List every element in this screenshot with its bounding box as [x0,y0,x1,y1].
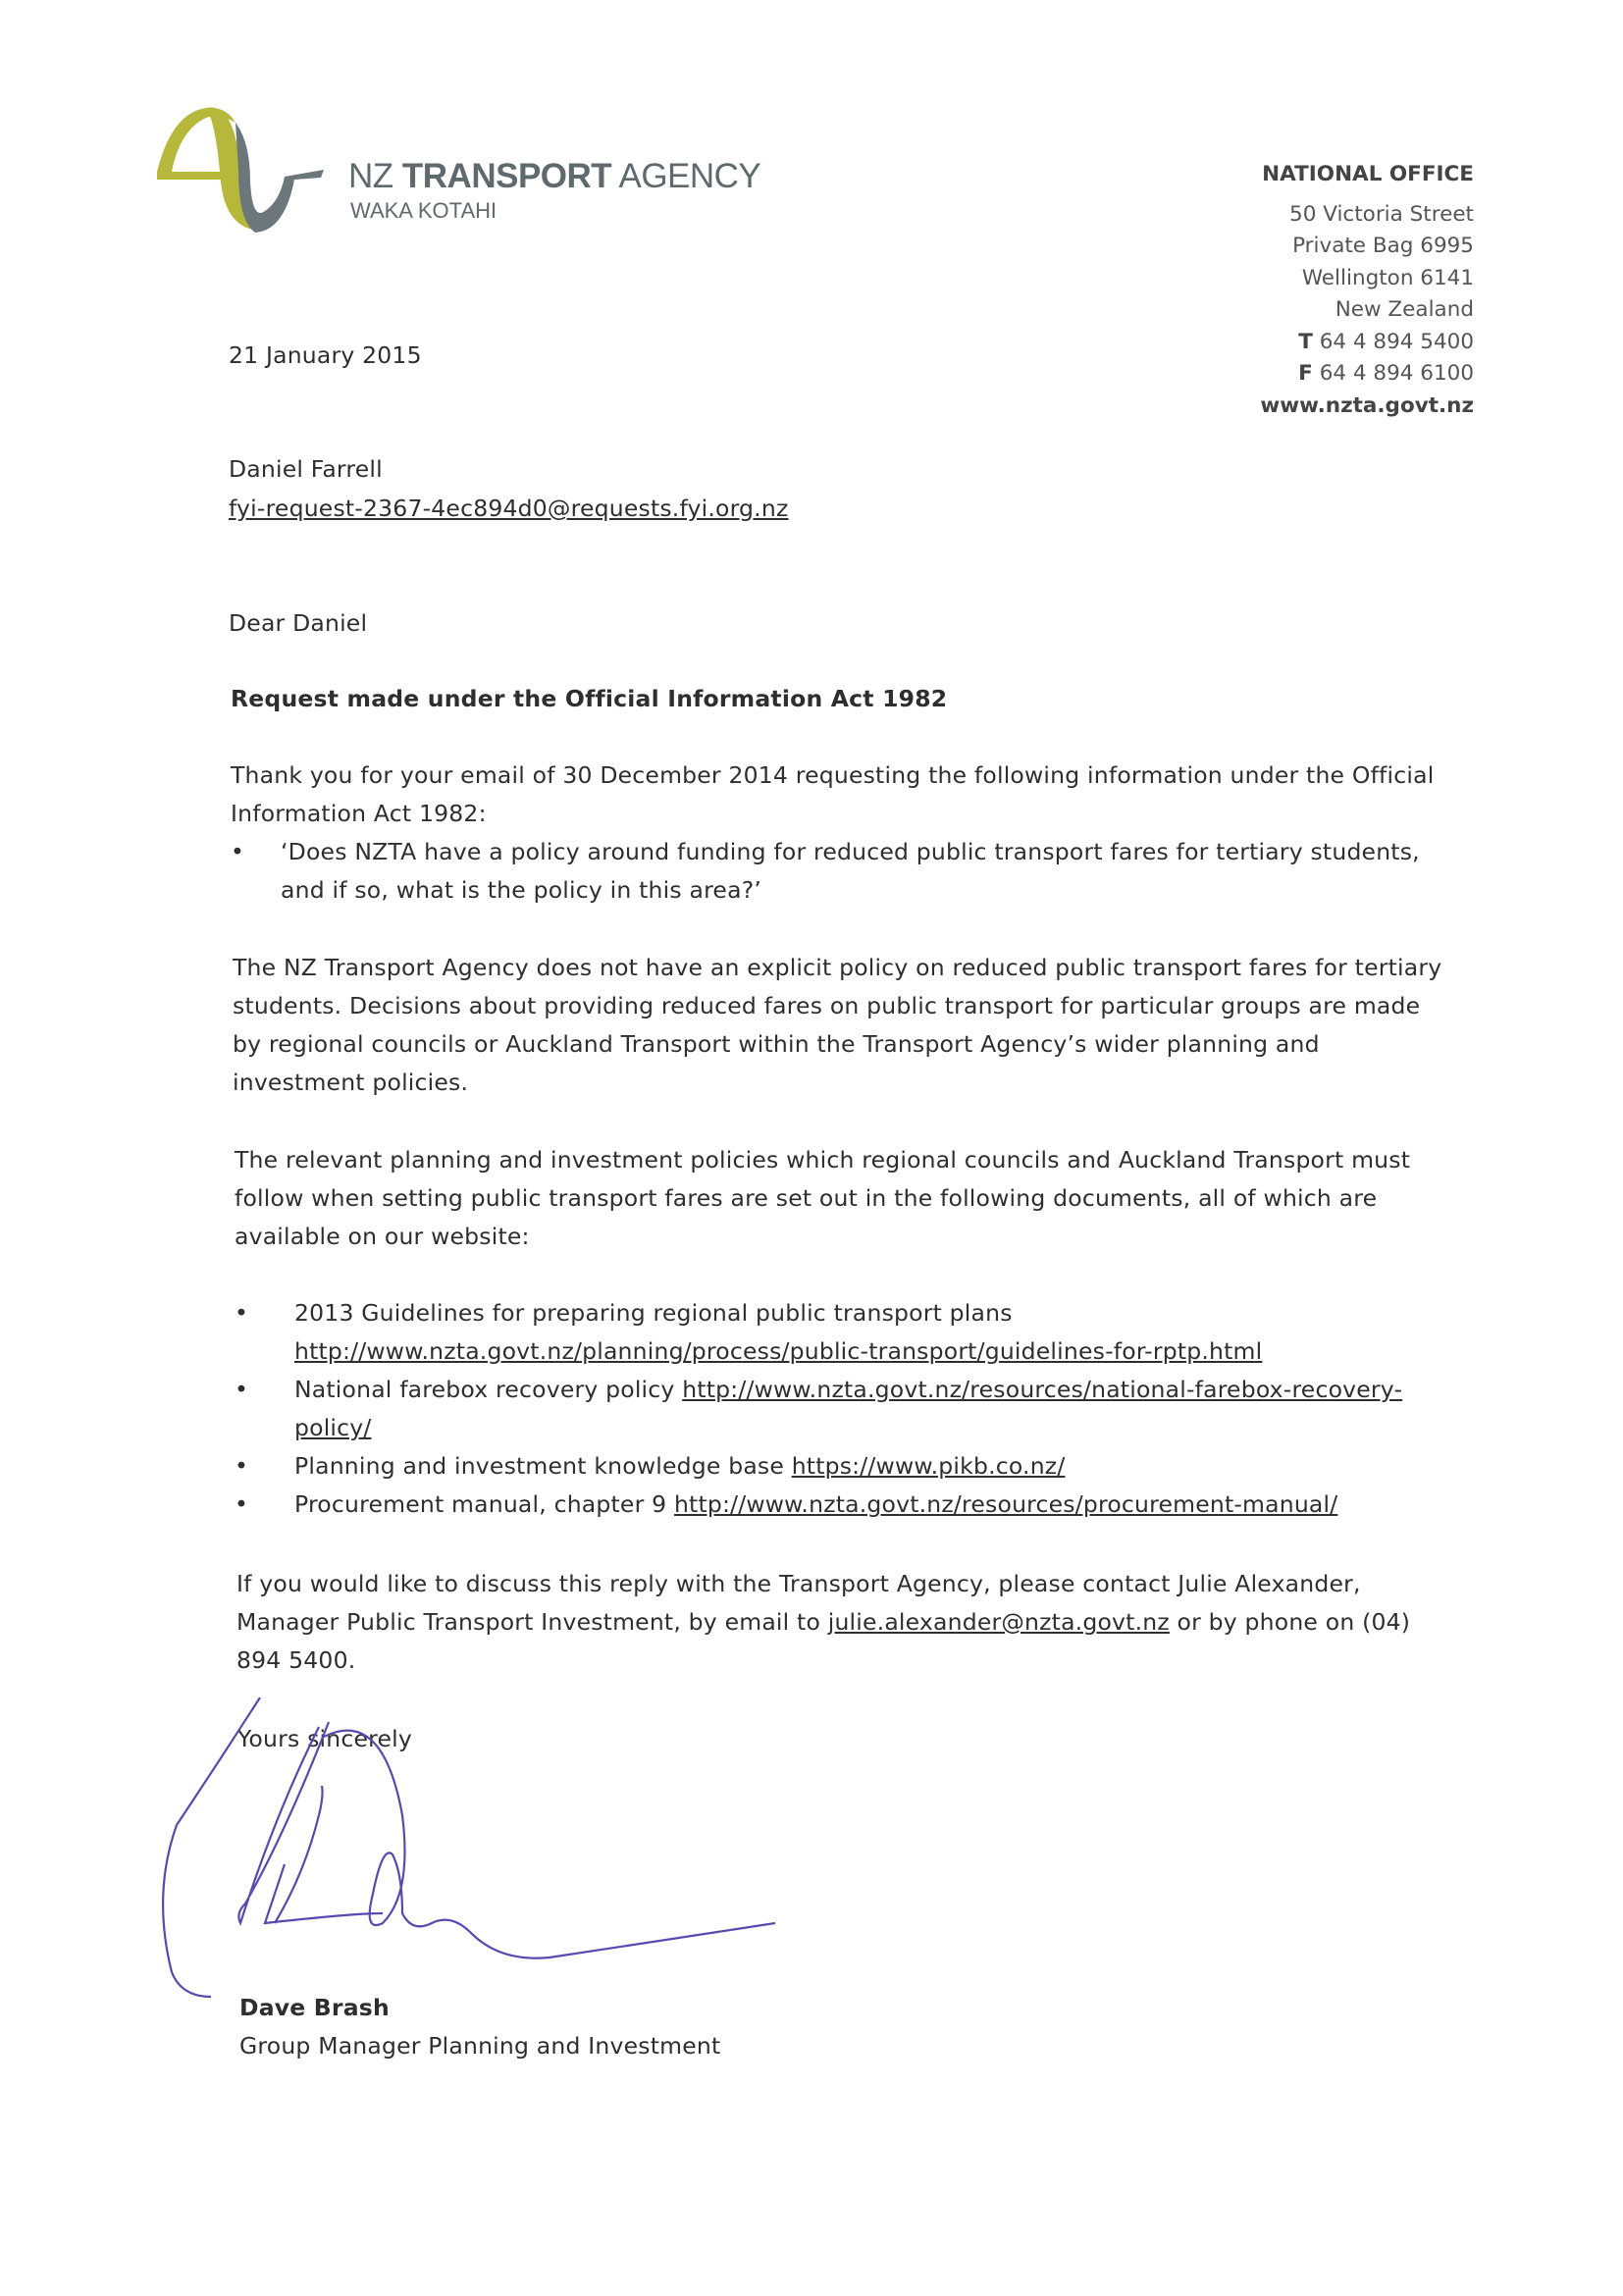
document-link[interactable]: http://www.nzta.govt.nz/resources/national-farebox-recovery- [682,1376,1403,1403]
document-link-continued[interactable]: policy/ [294,1414,372,1441]
subject-heading: Request made under the Official Information Act 1982 [231,685,948,712]
office-heading: NATIONAL OFFICE [1262,162,1474,186]
document-link[interactable]: http://www.nzta.govt.nz/resources/procurement-manual/ [673,1490,1338,1518]
signature-icon [157,1697,795,2011]
paragraph-contact: If you would like to discuss this reply with the Transport Agency, please contact Julie Alexander, Manager Public Transport Investment, by email to julie.alexander@nzta.govt.nz or by phone on (04) 894 5400. [236,1570,1411,1674]
address-line: Private Bag 6995 [1292,234,1474,258]
bullet-icon: • [235,1452,249,1480]
address-line: Wellington 6141 [1301,265,1474,290]
nzta-logo-icon [152,103,329,235]
paragraph-documents: The relevant planning and investment policies which regional councils and Auckland Transport must follow when setting public transport fares are set out in the following documents, all of which are available on our website: [235,1146,1411,1250]
brand-name: NZ TRANSPORT AGENCY [348,157,761,195]
recipient-email-link[interactable]: fyi-request-2367-4ec894d0@requests.fyi.org.nz [229,495,789,522]
fax: F 64 4 894 6100 [1298,361,1474,386]
brand-subtitle: WAKA KOTAHI [350,198,497,223]
letter-date: 21 January 2015 [229,341,422,369]
list-item: • Procurement manual, chapter 9 http://www.nzta.govt.nz/resources/procurement-manual/ [235,1486,1402,1524]
list-item: • Planning and investment knowledge base https://www.pikb.co.nz/ [235,1447,1402,1486]
bullet-icon: • [231,838,245,865]
bullet-icon: • [235,1299,249,1327]
quoted-request: • ‘Does NZTA have a policy around funding for reduced public transport fares for tertiary students, and if so, what is the policy in this area?’ [231,833,1434,910]
salutation: Dear Daniel [229,609,368,637]
contact-email-link[interactable]: julie.alexander@nzta.govt.nz [827,1608,1170,1636]
bullet-icon: • [235,1376,249,1403]
documents-list [235,1294,1402,1524]
address-line: New Zealand [1335,297,1474,322]
bullet-icon: • [235,1490,249,1518]
list-item: • 2013 Guidelines for preparing regional public transport plans http://www.nzta.govt.nz/planning/process/public-transport/guidelines-for-rptp.html [235,1294,1402,1371]
website-link[interactable]: www.nzta.govt.nz [1260,392,1474,418]
paragraph-intro: Thank you for your email of 30 December 2014 requesting the following information under the Official Information Act 1982: • ‘Does NZTA have a policy around funding for reduced public transport fares for tertiary students, and if so, what is the policy in this area?’ [231,757,1434,910]
list-item: • National farebox recovery policy http://www.nzta.govt.nz/resources/national-farebox-recovery- policy/ [235,1371,1402,1447]
closing: Yours sincerely [237,1725,412,1752]
document-link[interactable]: http://www.nzta.govt.nz/planning/process/public-transport/guidelines-for-rptp.html [294,1337,1263,1365]
signatory-name: Dave Brash [239,1994,390,2021]
office-address [1260,159,1474,422]
paragraph-policy: The NZ Transport Agency does not have an explicit policy on reduced public transport fares for tertiary students. Decisions about providing reduced fares on public transport for particular groups are made by regional councils or Auckland Transport within the Transport Agency’s wider planning and investment policies. [233,954,1442,1096]
document-link[interactable]: https://www.pikb.co.nz/ [791,1452,1066,1480]
phone: T 64 4 894 5400 [1298,329,1474,354]
signatory-title: Group Manager Planning and Investment [239,2032,721,2060]
address-line: 50 Victoria Street [1289,201,1474,227]
recipient-name: Daniel Farrell [229,455,383,483]
